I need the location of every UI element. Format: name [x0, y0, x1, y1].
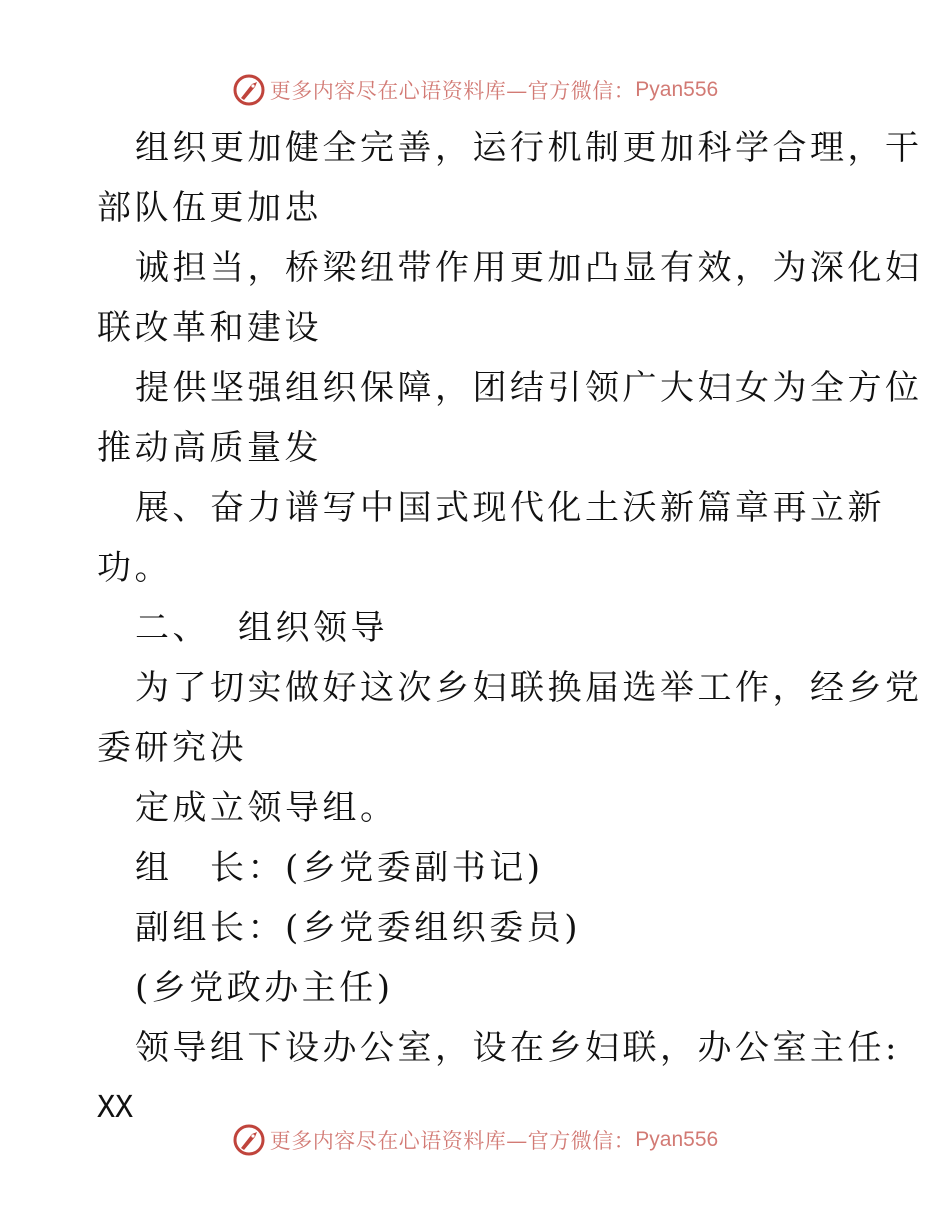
paragraph-line: 功。	[97, 548, 172, 588]
watermark-text: 更多内容尽在心语资料库—官方微信：	[269, 1129, 636, 1153]
paragraph-line: 展、奋力谱写中国式现代化土沃新篇章再立新	[135, 488, 885, 528]
section-title: 组织领导	[238, 608, 388, 648]
office-line: 领导组下设办公室，设在乡妇联，办公室主任:	[135, 1028, 900, 1068]
watermark-text: 更多内容尽在心语资料库—官方微信：	[269, 79, 636, 103]
paragraph-line: 定成立领导组。	[135, 788, 398, 828]
paragraph-line: 组织更加健全完善，运行机制更加科学合理，干	[135, 128, 923, 168]
pen-nib-icon	[232, 1123, 266, 1157]
office-director-name: XX	[97, 1090, 134, 1125]
footer-watermark	[0, 1120, 950, 1160]
paragraph-line: 诚担当，桥梁纽带作用更加凸显有效，为深化妇	[135, 248, 923, 288]
paragraph-line: 为了切实做好这次乡妇联换届选举工作，经乡党	[135, 668, 923, 708]
paragraph-line: 提供坚强组织保障，团结引领广大妇女为全方位	[135, 368, 923, 408]
role-deputy-2: (乡党政办主任)	[135, 968, 394, 1008]
section-number: 二、	[135, 608, 210, 648]
pen-nib-icon	[232, 73, 266, 107]
role-deputy: 副组长：(乡党委组织委员)	[135, 908, 582, 948]
header-watermark	[0, 70, 950, 110]
paragraph-line: 委研究决	[97, 728, 247, 768]
paragraph-line: 联改革和建设	[97, 308, 322, 348]
watermark-wechat-id: Pyan556	[635, 1128, 719, 1151]
role-leader: 组 长：(乡党委副书记)	[135, 848, 544, 888]
watermark-wechat-id: Pyan556	[635, 78, 719, 101]
document-body	[97, 118, 923, 1138]
paragraph-line: 推动高质量发	[97, 428, 322, 468]
paragraph-line: 部队伍更加忠	[97, 188, 322, 228]
section-heading	[97, 598, 857, 658]
